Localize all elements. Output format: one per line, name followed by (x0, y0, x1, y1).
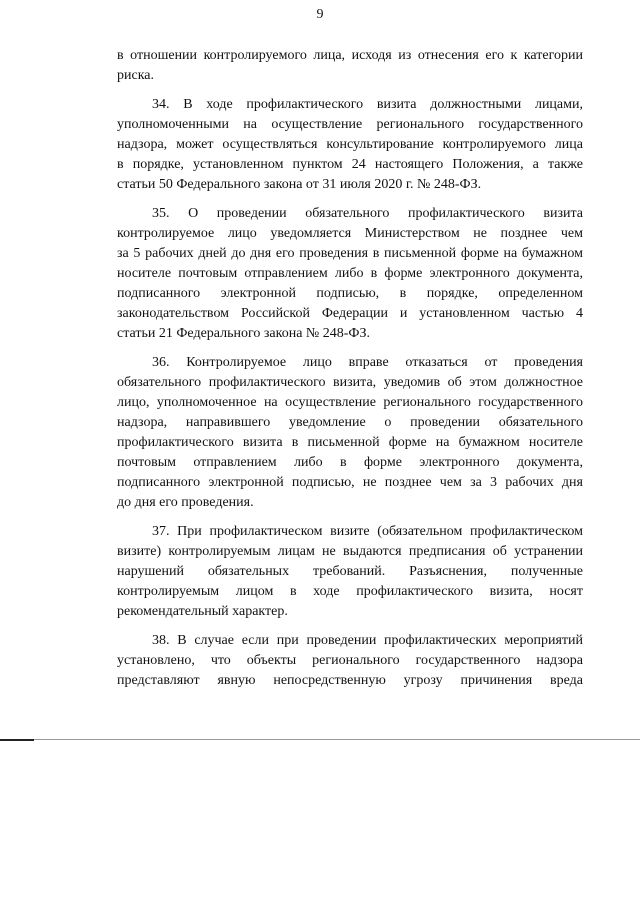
text-line: нарушений обязательных требований. Разъяснения, полученные (117, 564, 583, 579)
text-line: 38. В случае если при проведении профилактических мероприятий (152, 633, 583, 648)
paragraph-34 (117, 95, 583, 195)
text-line: надзора, может осуществляться консультирование контролируемого лица (117, 137, 583, 152)
text-line: почтовым отправлением либо в форме электронного документа, (117, 455, 583, 470)
paragraph-38 (117, 631, 583, 691)
document-body (117, 46, 583, 691)
page-bottom-rule (0, 739, 640, 740)
text-line: 36. Контролируемое лицо вправе отказаться от проведения (152, 355, 583, 370)
text-line: риска. (117, 68, 155, 83)
text-line: контролируемое лицо уведомляется Министерством не позднее чем (117, 226, 583, 241)
text-line: обязательного профилактического визита, уведомив об этом должностное (117, 375, 583, 390)
paragraph-continuation (117, 46, 583, 86)
paragraph-36 (117, 353, 583, 513)
text-line: установлено, что объекты регионального государственного надзора (117, 653, 583, 668)
text-line: 34. В ходе профилактического визита должностными лицами, (152, 97, 583, 112)
text-line: 35. О проведении обязательного профилактического визита (152, 206, 583, 221)
paragraph-37 (117, 522, 583, 622)
text-line: визите) контролируемым лицам не выдаются предписания об устранении (117, 544, 583, 559)
text-line: надзора, направившего уведомление о проведении обязательного (117, 415, 583, 430)
text-line: подписанного электронной подписью, не позднее чем за 3 рабочих дня (117, 475, 583, 490)
text-line: подписанного электронной подписью, в порядке, определенном (117, 286, 583, 301)
page-number: 9 (316, 7, 324, 22)
text-line: носителе почтовым отправлением либо в форме электронного документа, (117, 266, 583, 281)
text-line: контролируемым лицом в ходе профилактического визита, носят (117, 584, 583, 599)
page-bottom-rule-mark (0, 739, 34, 741)
text-line: представляют явную непосредственную угрозу причинения вреда (117, 673, 583, 688)
text-line: законодательством Российской Федерации и установленном частью 4 (117, 306, 583, 321)
text-line: за 5 рабочих дней до дня его проведения в письменной форме на бумажном (117, 246, 583, 261)
paragraph-35 (117, 204, 583, 344)
text-line: рекомендательный характер. (117, 604, 288, 619)
text-line: до дня его проведения. (117, 495, 254, 510)
text-line: 37. При профилактическом визите (обязательном профилактическом (152, 524, 583, 539)
text-line: в порядке, установленном пунктом 24 настоящего Положения, а также (117, 157, 583, 172)
text-line: профилактического визита в письменной форме на бумажном носителе (117, 435, 583, 450)
text-line: статьи 50 Федерального закона от 31 июля 2020 г. № 248-ФЗ. (117, 177, 482, 192)
text-line: в отношении контролируемого лица, исходя из отнесения его к категории (117, 48, 583, 63)
text-line: лицо, уполномоченное на осуществление регионального государственного (117, 395, 583, 410)
text-line: уполномоченными на осуществление регионального государственного (117, 117, 583, 132)
text-line: статьи 21 Федерального закона № 248-ФЗ. (117, 326, 371, 341)
